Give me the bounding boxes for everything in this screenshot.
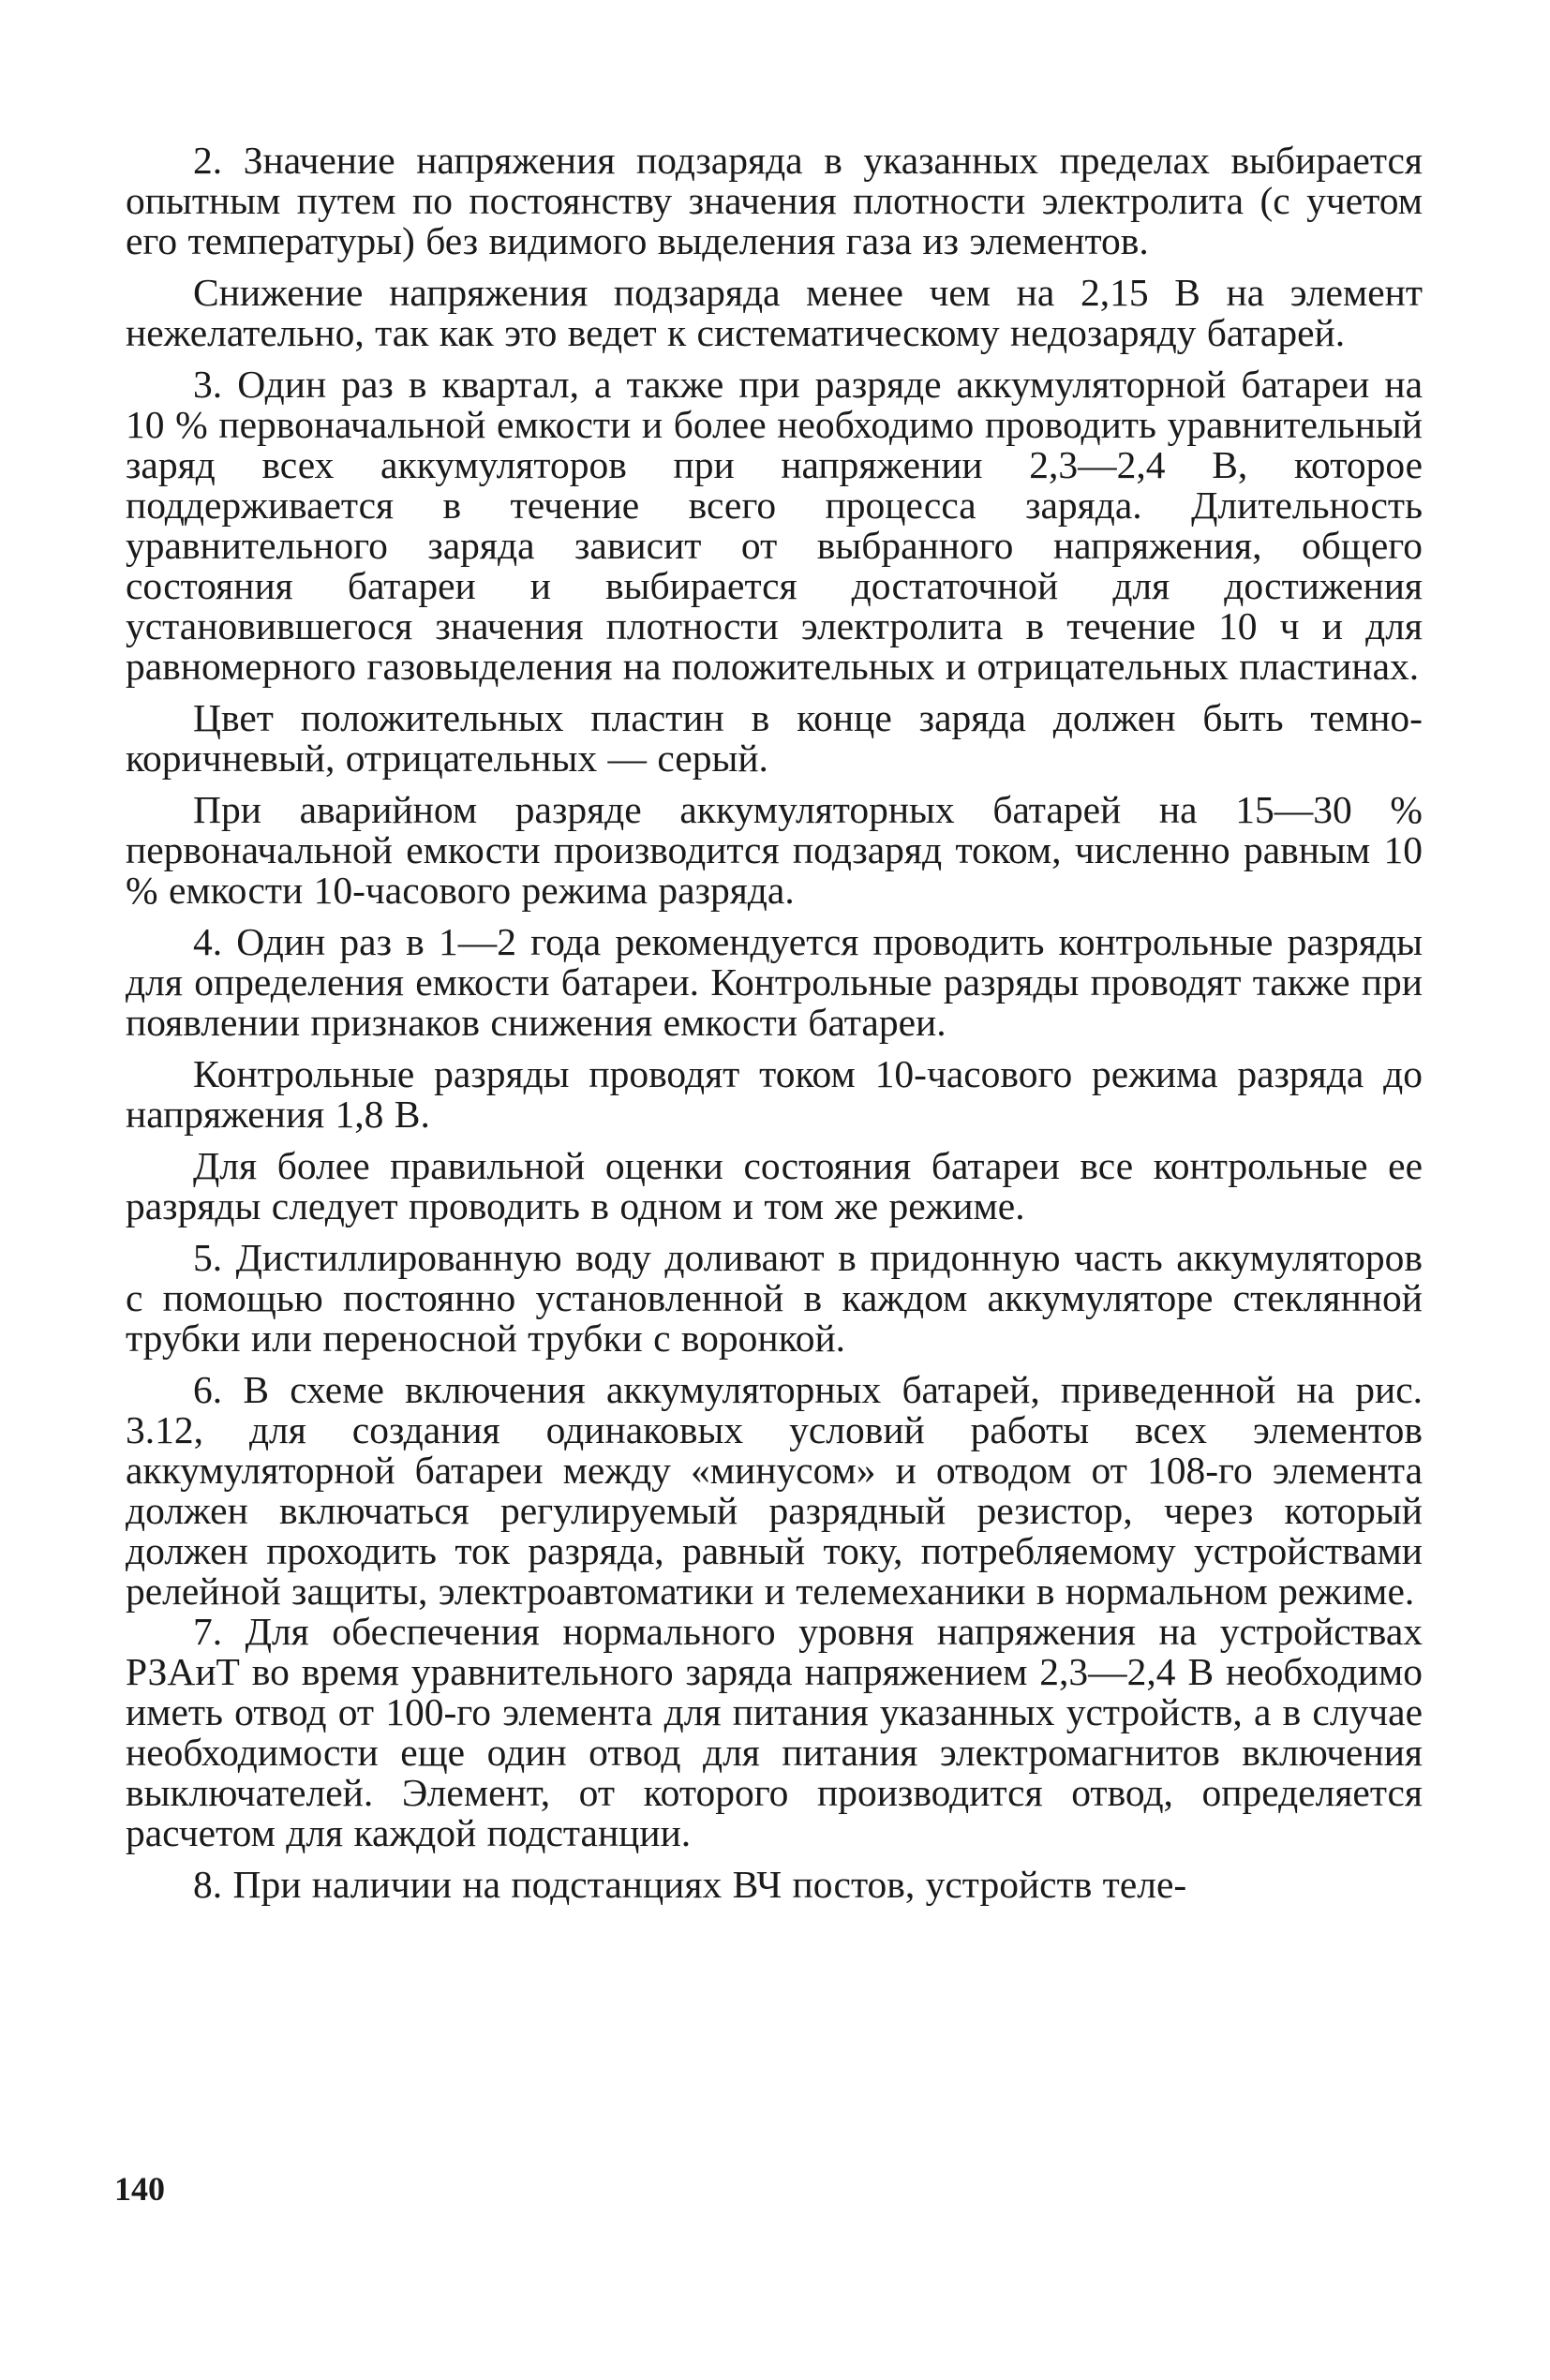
page-body [126,141,1423,1905]
paragraph-plate-color: Цвет положительных пластин в конце заряда должен быть темно-коричневый, отрицательных — серый. [126,696,1423,780]
paragraph-item-5-distilled-water: 5. Дистиллированную воду доливают в придонную часть аккумуляторов с помощью постоянно установленной в каждом аккумуляторе стеклянной трубки или переносной трубки с воронкой. [126,1236,1423,1360]
paragraph-item-8-hf-posts: 8. При наличии на подстанциях ВЧ постов, устройств теле- [193,1863,1187,1906]
paragraph-same-mode: Для более правильной оценки состояния батареи все контрольные ее разряды следует проводить в одном и том же режиме. [126,1144,1423,1227]
paragraph-item-3-equalizing-charge: 3. Один раз в квартал, а также при разряде аккумуляторной батареи на 10 % первоначальной емкости и более необходимо проводить уравнительный заряд всех аккумуляторов при напряжении 2,3—2,4 В, которое поддерживается в течение всего процесса заряда. Длительность уравнительного заряда зависит от выбранного напряжения, общего состояния батареи и выбирается достаточной для достижения установившегося значения плотности электролита в течение 10 ч и для равномерного газовыделения на положительных и отрицательных пластинах. [126,363,1423,688]
paragraph-voltage-reduction: Снижение напряжения подзаряда менее чем на 2,15 В на элемент нежелательно, так как это ведет к систематическому недозаряду батарей. [126,271,1423,354]
paragraph-control-discharge-current: Контрольные разряды проводят током 10-часового режима разряда до напряжения 1,8 В. [126,1052,1423,1136]
paragraph-item-4-control-discharges: 4. Один раз в 1—2 года рекомендуется проводить контрольные разряды для определения емкости батареи. Контрольные разряды проводят также при появлении признаков снижения емкости батареи. [126,920,1423,1044]
paragraph-item-7-voltage-level: 7. Для обеспечения нормального уровня напряжения на устройствах РЗАиТ во время уравнительного заряда напряжением 2,3—2,4 В необходимо иметь отвод от 100-го элемента для питания указанных устройств, а в случае необходимости еще один отвод для питания электромагнитов включения выключателей. Элемент, от которого производится отвод, определяется расчетом для каждой подстанции. [126,1610,1423,1854]
paragraph-item-6-discharge-resistor: 6. В схеме включения аккумуляторных батарей, приведенной на рис. 3.12, для создания одинаковых условий работы всех элементов аккумуляторной батареи между «минусом» и отводом от 108-го элемента должен включаться регулируемый разрядный резистор, через который должен проходить ток разряда, равный току, потребляемому устройствами релейной защиты, электроавтоматики и телемеханики в нормальном режиме. [126,1368,1423,1613]
paragraph-item-2-value-selection: 2. Значение напряжения подзаряда в указанных пределах выбирается опытным путем по постоянству значения плотности электролита (с учетом его температуры) без видимого выделения газа из элементов. [126,139,1423,262]
page-number: 140 [114,2170,165,2208]
paragraph-emergency-discharge: При аварийном разряде аккумуляторных батарей на 15—30 % первоначальной емкости производится подзаряд током, численно равным 10 % емкости 10-часового режима разряда. [126,788,1423,912]
